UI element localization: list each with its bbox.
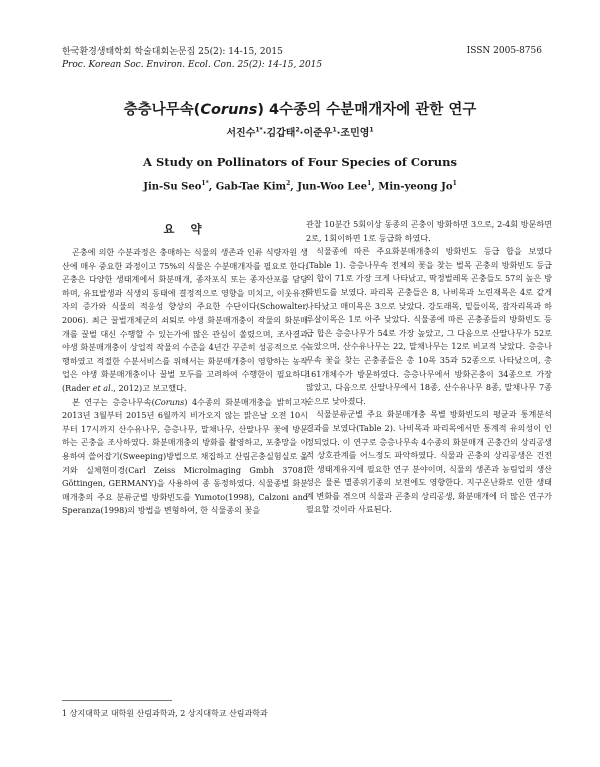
author-en-3: , Jun-Woo Lee bbox=[290, 181, 368, 193]
paper-title-en: A Study on Pollinators of Four Species of Coruns bbox=[143, 155, 457, 169]
title-ko-pre: 층층나무속( bbox=[123, 102, 201, 118]
author-en-2-affil: 2 bbox=[286, 180, 291, 187]
abstract-heading: 요 약 bbox=[163, 222, 208, 236]
paragraph-discussion: 식물분류군별 주요 화분매개충 목별 방화빈도의 평균과 통계분석 결과를 보였다(Table 2). 나비목과 파리목에서만 통계적 유의성이 인정되었다. 이 연구로 층층나무속 4수종의 화분매개 곤충간의 상리공생적 상호관계를 어느정도 파악하였다. 식물과 곤충의 상리공생은 건전한 생태계유지에 필요한 연구 분야이며, 식물의 생존과 농림업의 생산성은 물론 멸종위기종의 보전에도 영향한다. 지구온난화로 인한 생태계 변화를 겪으며 식물과 곤충의 상리공생, 화분매개에 더 많은 연구가 필요할 것이라 사료된다. bbox=[306, 409, 552, 515]
intro-text: 곤충에 의한 수분과정은 충매하는 식물의 생존과 인류 식량자원 생산에 매우 중요한 과정이고 75%의 식물은 수분매개자를 필요로 한다. 곤충은 다양한 생태계에서 화분매개, 종자포식 또는 종자산포를 담당하며, 유묘발생과 식생의 동태에 결정적으로 영향을 미치고, 이웃유전자의 증가와 식물의 적응성 향상의 주요한 수단이다(Schowalter, 2006). 최근 꿀벌개체군의 쇠퇴로 야생 화분매개충이 작물의 화분매개를 꿀벌 대신 수행할 수 있는가에 많은 관심이 쏠렸으며, 조사결과 야생 화분매개충이 상업적 작물의 수준을 4년간 꾸준히 성공적으로 수행하였고 적절한 수분서비스를 위해서는 화분매개충이 영향하는 농작업은 야생 화분매개충이나 꿀벌 모두를 고려하여 수행한이 필요하다(Rader bbox=[62, 247, 308, 393]
author-en-3-affil: 1 bbox=[367, 180, 372, 187]
paper-title-ko bbox=[0, 98, 600, 119]
author-ko-1-affil: 1* bbox=[255, 126, 263, 134]
left-column bbox=[62, 246, 308, 518]
paragraph-methods-cont: 관찰 10분간 5회이상 동종의 곤충이 방화하면 3으로, 2-4회 방문하면 2로, 1회이하면 1로 등급화 하였다. bbox=[306, 219, 552, 243]
methods-genus: Coruns bbox=[154, 396, 185, 407]
methods-text-b: ) 4수종의 화분매개충을 밝히고자 2013년 3월부터 2015년 6월까지 비가오지 않는 맑은날 오전 10시부터 17시까지 산수유나무, 층층나무, 말채나무, 산딸나무 꽃에 방문하는 곤충을 조사하였다. 화분매개충의 방화를 촬영하고, 포충망을 이용하여 쓸어잡기(Sweeping)방법으로 채집하고 산림곤충실험실로 옮겨와 실체현미경(Carl Zeiss Microlmaging Gmbh 37081 Göttingen, GERMANY)을 사용하여 종 동정하였다. 식물종별 화분매개충의 주요 분류군별 방화빈도를 Yumoto(1998), Calzoni and Speranza(1998)의 방법을 변형하여, 한 식물종의 꽃을 bbox=[62, 396, 309, 516]
author-en-4: , Min-yeong Jo bbox=[371, 181, 453, 193]
journal-citation-en: Proc. Korean Soc. Environ. Ecol. Con. 25(2): 14-15, 2015 bbox=[62, 60, 323, 70]
author-ko-1: 서진수 bbox=[226, 128, 256, 139]
author-en-4-affil: 1 bbox=[452, 180, 457, 187]
author-ko-4: ·조민영 bbox=[336, 128, 370, 139]
author-ko-2: ·김갑태 bbox=[262, 128, 296, 139]
title-ko-genus: Coruns bbox=[200, 102, 258, 118]
author-ko-3-affil: 1 bbox=[332, 126, 337, 134]
author-en-2: , Gab-Tae Kim bbox=[208, 181, 287, 193]
issn: ISSN 2005-8756 bbox=[466, 46, 542, 56]
authors-en bbox=[0, 180, 600, 192]
right-column bbox=[306, 218, 552, 517]
author-ko-4-affil: 1 bbox=[369, 126, 374, 134]
intro-etal: et al. bbox=[92, 382, 114, 393]
title-ko-post: ) 4수종의 수분매개자에 관한 연구 bbox=[257, 102, 477, 118]
author-en-1: Jin-Su Seo bbox=[143, 181, 202, 193]
journal-header bbox=[62, 46, 322, 72]
journal-citation-ko: 한국환경생태학회 학술대회논문집 25(2): 14-15, 2015 bbox=[62, 47, 283, 57]
paragraph-intro bbox=[62, 246, 308, 396]
author-ko-2-affil: 2 bbox=[295, 126, 300, 134]
affiliation-footnote: 1 상지대학교 대학원 산림과학과, 2 상지대학교 산림과학과 bbox=[62, 709, 268, 718]
paragraph-results: 식물종에 따른 주요화분매개충의 방화빈도 등급 합을 보였다(Table 1). 층층나무속 전체의 꽃을 찾는 벌목 곤충의 방화빈도 등급의 합이 71로 가장 크게 나타났고, 딱정벌레목 곤충들도 57의 높은 방화빈도를 보였다. 파리목 곤충들은 8, 나비목과 노린재목은 4로 같게 나타났고 매미목은 3으로 낮았다. 강도래목, 밑들이목, 잠자리목과 하루살이목은 1로 아주 낮았다. 식물종에 따른 곤충종들의 방화빈도 등급 합은 층층나무가 54로 가장 높았고, 그 다음으로 산딸나무가 52로 높았으며, 산수유나무는 22, 말채나무는 12로 비교적 낮았다. 층층나무속 꽃을 찾는 곤충종들은 총 10목 35과 52종으로 나타났으며, 총 161개체수가 방문하였다. 층층나무에서 방화곤충이 34종으로 가장 많았고, 다음으로 산딸나무에서 18종, 산수유나무 8종, 말채나무 7종 순으로 낮아졌다. bbox=[306, 246, 552, 406]
author-ko-3: ·이준우 bbox=[299, 128, 333, 139]
author-en-1-affil: 1* bbox=[201, 180, 209, 187]
paragraph-methods bbox=[62, 396, 308, 518]
authors-ko bbox=[0, 124, 600, 139]
footnote-divider bbox=[62, 700, 172, 701]
intro-end: , 2012)고 보고했다. bbox=[113, 382, 187, 393]
methods-text-a: 본 연구는 층층나무속( bbox=[72, 396, 155, 407]
